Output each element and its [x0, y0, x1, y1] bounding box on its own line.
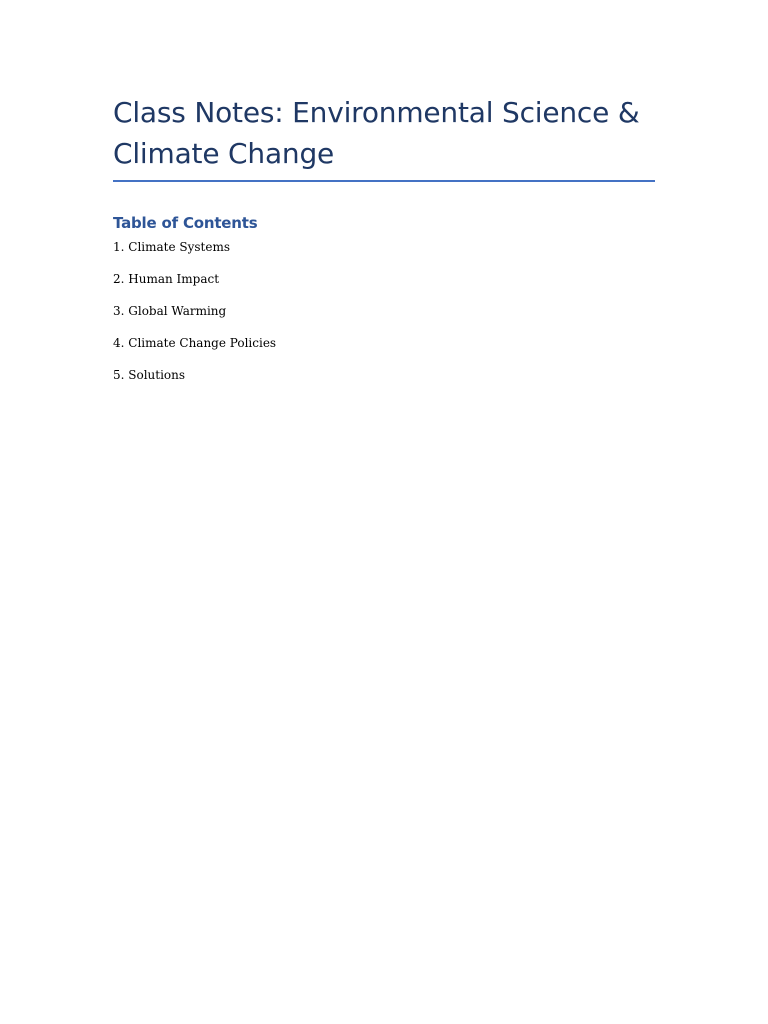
toc-list	[113, 238, 276, 398]
document-title: Class Notes: Environmental Science & Climate Change	[113, 96, 640, 170]
toc-item-solutions: 5. Solutions	[113, 368, 186, 382]
toc-heading: Table of Contents	[113, 214, 258, 232]
title-divider	[113, 180, 655, 182]
toc-item-human-impact: 2. Human Impact	[113, 272, 220, 286]
toc-item-global-warming: 3. Global Warming	[113, 304, 227, 318]
toc-item-climate-change-policies: 4. Climate Change Policies	[113, 336, 277, 350]
toc-item-climate-systems: 1. Climate Systems	[113, 240, 231, 254]
